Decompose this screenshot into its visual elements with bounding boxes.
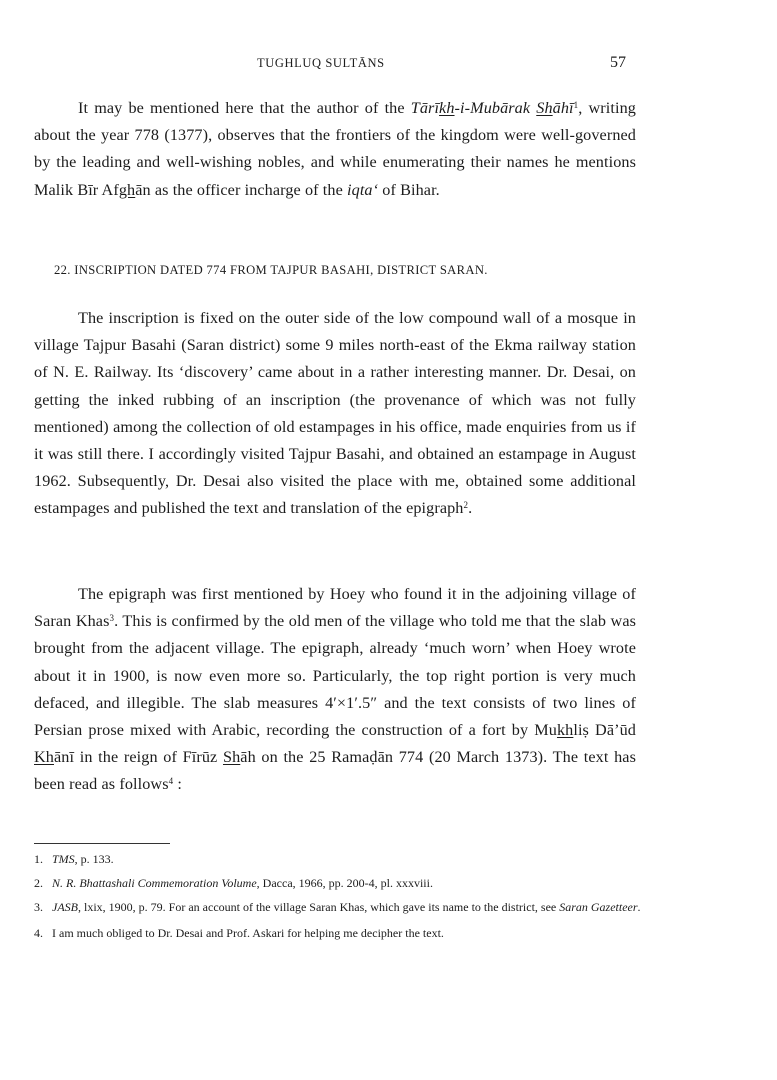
p1-text-3: ān as the officer incharge of the bbox=[135, 180, 348, 199]
section-heading: 22. INSCRIPTION DATED 774 FROM TAJPUR BASAHI, DISTRICT SARAN. bbox=[54, 263, 488, 277]
term-iqta: iqta‘ bbox=[347, 180, 379, 199]
paragraph-mubarak-shahi bbox=[34, 95, 636, 204]
footnote-number: 3. bbox=[34, 900, 43, 914]
footnote-number: 4. bbox=[34, 926, 43, 940]
p3-text-1: The epigraph was first mentioned by Hoey who found it in the adjoining village of Saran Khas bbox=[34, 585, 636, 631]
p1-text-2: , writing about the year 778 (1377), observes that the frontiers of the kingdom were well-governed by the leading and well-wishing nobles, and while enumerating their names he mentions Malik Bīr Af bbox=[34, 99, 636, 199]
footnote-1: 1. TMS, p. 133. bbox=[34, 852, 114, 866]
running-header bbox=[0, 54, 777, 74]
footnote-ref-2: 2 bbox=[463, 500, 469, 511]
footnote-number: 1. bbox=[34, 852, 43, 866]
p1-gh: gh bbox=[118, 180, 136, 199]
paragraph-inscription: The inscription is fixed on the outer side of the low compound wall of a mosque in village Tajpur Basahi (Saran district) some 9 miles north-east of the Ekma railway station of N. E. Railway. Its ‘discovery’ came about in a rather interesting manner. Dr. Desai, on getting the inked rubbing of an inscription (the provenance of which was not fully mentioned) among the collection of old estampages in his office, made enquiries from us if it was still there. I accordingly visited Tajpur Basahi, and obtained an estampage in August 1962. Subsequently, Dr. Desai also visited the place with me, obtained some additional estampages and published the text and translation of the epigraph$^2$. bbox=[34, 309, 636, 518]
running-title: TUGHLUQ SULTĀNS bbox=[257, 56, 385, 70]
p3-text-2: . This is confirmed by the old men of the village who told me that the slab was brought from the adjacent village. The epigraph, already ‘much worn’ when Hoey wrote about it in 1900, is now even more so. Particularly, the top right portion is very much defaced, and illegible. The slab measures 4′×1′.5″ and the text consists of two lines of Persian prose mixed with Arabic, recording the construction of a fort by Mu bbox=[34, 612, 637, 740]
page-number: 57 bbox=[610, 54, 626, 71]
footnote-3: 3. JASB, lxix, 1900, p. 79. For an account of the village Saran Khas, which gave its name to the district, see Saran Gazetteer. bbox=[34, 900, 641, 914]
p1-text-1: It may be mentioned here that the author of the bbox=[78, 99, 411, 117]
footnote-2: 2. N. R. Bhattashali Commemoration Volume, Dacca, 1966, pp. 200-4, pl. xxxviii. bbox=[34, 876, 433, 890]
p1-text-4: of Bihar. bbox=[378, 180, 440, 199]
p3-text-5: āh on the 25 Ramaḍān 774 (20 March 1373). The text has been read as follows bbox=[34, 748, 636, 794]
p2-text: The inscription is fixed on the outer side of the low compound wall of a mosque in village Tajpur Basahi (Saran district) some 9 miles north-east of the Ekma railway station of N. E. Railway. Its ‘discovery’ came about in a rather interesting manner. Dr. Desai, on getting the inked rubbing of an inscription (the provenance of which was not fully mentioned) among the collection of old estampages in his office, made enquiries from us if it was still there. I accordingly visited Tajpur Basahi, and obtained an estampage in August 1962. Subsequently, Dr. Desai also visited the place with me, obtained some additional estampages and published the text and translation of the epigraph bbox=[34, 309, 636, 518]
footnote-ref-1: 1 bbox=[573, 100, 579, 110]
footnote-4: 4. I am much obliged to Dr. Desai and Prof. Askari for helping me decipher the text. bbox=[34, 926, 444, 940]
footnote-number: 2. bbox=[34, 876, 43, 890]
footnote-rule bbox=[34, 843, 170, 844]
paragraph-epigraph: The epigraph was first mentioned by Hoey who found it in the adjoining village of Saran Khas$^3$. This is confirmed by the old men of the village who told me that the slab was brought from the adjacent village. The epigraph, already ‘much worn’ when Hoey wrote about it in 1900, is now even more so. Particularly, the top right portion is very much defaced, and illegible. The slab measures 4′×1′.5″ and the text consists of two lines of Persian prose mixed with Arabic, recording the construction of a fort by Mukhliṣ Dā’ūd Khānī in the reign of Fīrūz Shāh on the 25 Ramaḍān 774 (20 March 1373). The text has been read as follows$^4$ : bbox=[34, 585, 637, 794]
book-title-tarikh-i-mubarak-shahi: Tārīkh-i-Mubārak Shāhī bbox=[410, 99, 574, 117]
footnote-ref-4: 4 bbox=[168, 776, 174, 787]
footnotes bbox=[34, 851, 644, 949]
footnote-ref-3: 3 bbox=[109, 613, 115, 624]
